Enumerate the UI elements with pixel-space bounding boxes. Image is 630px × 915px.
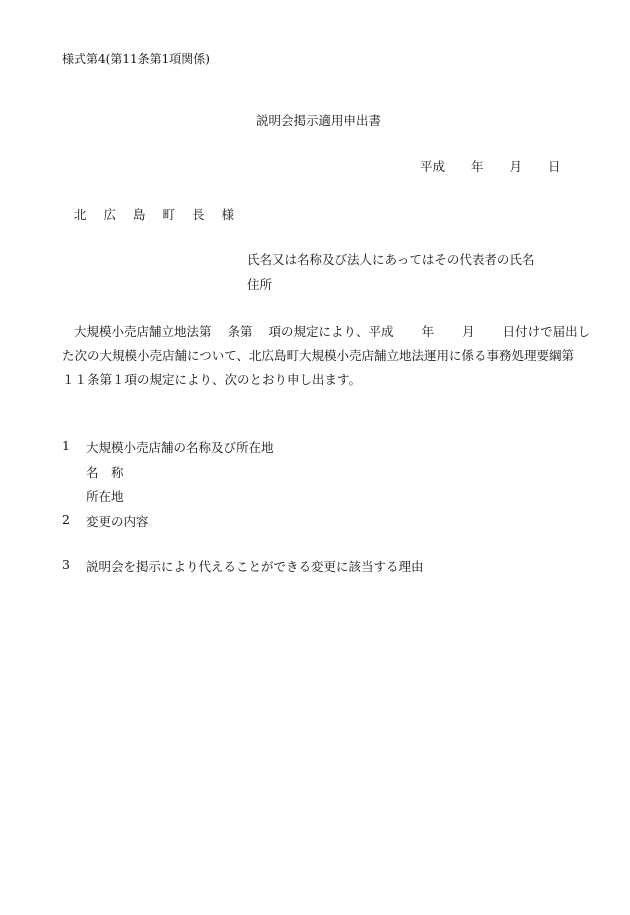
addressee-char: 長 (192, 207, 205, 222)
body-line-1-c: 項の規定により、平成 (268, 324, 394, 339)
body-line-1 (62, 320, 591, 344)
body-line-1-f: 日付けで届出し (502, 324, 591, 339)
item-3-text: 説明会を掲示により代えることができる変更に該当する理由 (86, 559, 424, 574)
addressee-char: 町 (162, 207, 176, 222)
addressee (74, 205, 247, 223)
date-era: 平成 (420, 159, 446, 174)
addressee-char: 北 (74, 207, 87, 222)
item-2-number: 2 (62, 512, 70, 527)
applicant-name-label: 氏名又は名称及び法人にあってはその代表者の氏名 (247, 252, 535, 267)
addressee-char: 島 (133, 207, 146, 222)
date-day: 日 (548, 159, 561, 174)
addressee-char: 様 (221, 207, 235, 222)
date-month: 月 (509, 159, 523, 174)
item-1-number: 1 (62, 438, 70, 453)
body-line-2: た次の大規模小売店舗について、北広島町大規模小売店舗立地法運用に係る事務処理要綱第 (62, 348, 575, 363)
body-line-1-a: 大規模小売店舗立地法第 (74, 324, 212, 339)
item-3-number: 3 (62, 557, 70, 572)
body-line-1-b: 条第 (227, 324, 253, 339)
body-line-1-e: 月 (462, 324, 475, 339)
body-paragraph (62, 320, 591, 392)
date-line (420, 157, 561, 175)
applicant-address-label: 住所 (247, 277, 273, 292)
item-2-text: 変更の内容 (86, 514, 149, 529)
form-number: 様式第4(第11条第1項関係) (62, 52, 210, 66)
sub-item-address: 所在地 (86, 489, 124, 504)
body-line-3: １１条第１項の規定により、次のとおり申し出ます。 (62, 372, 362, 387)
document-title: 説明会掲示適用申出書 (256, 113, 382, 128)
body-line-1-d: 年 (421, 324, 435, 339)
item-1-text: 大規模小売店舗の名称及び所在地 (86, 440, 274, 455)
addressee-char: 広 (103, 207, 117, 222)
date-year: 年 (471, 159, 484, 174)
sub-item-name: 名 称 (86, 465, 124, 480)
